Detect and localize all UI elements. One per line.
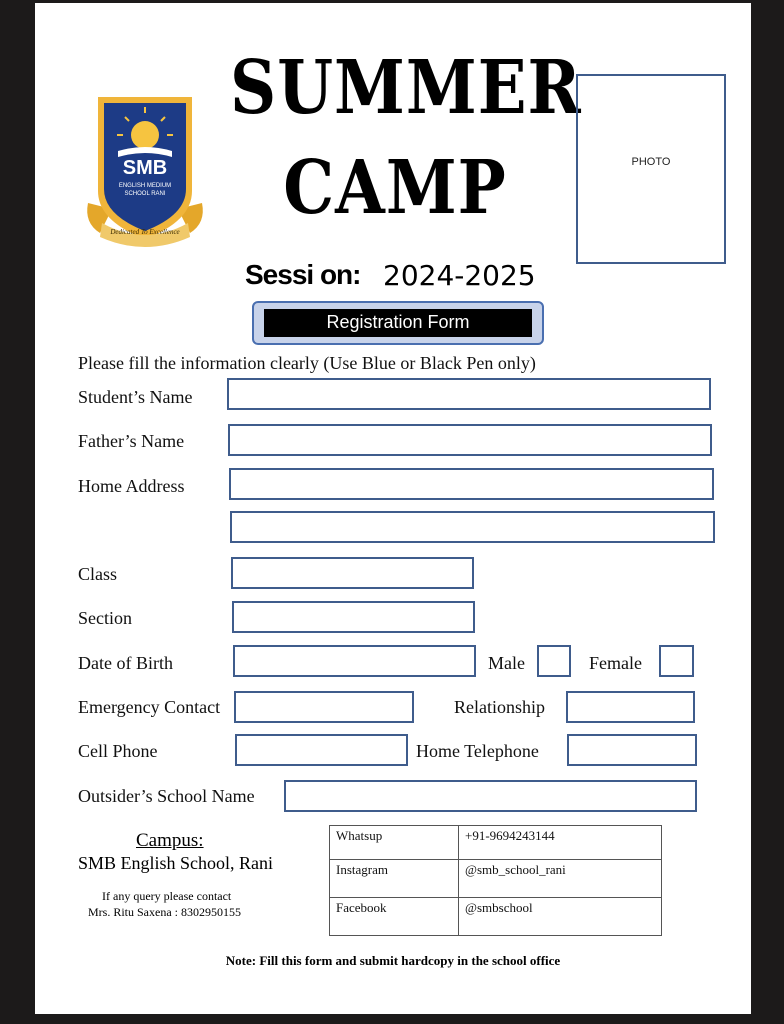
male-checkbox[interactable]	[537, 645, 571, 677]
campus-heading: Campus:	[136, 830, 204, 851]
social-platform: Facebook	[330, 898, 459, 936]
table-row	[330, 860, 662, 898]
logo-line-2: SCHOOL RANI	[124, 191, 166, 197]
session-label: Sessi on:	[245, 259, 361, 290]
social-platform: Whatsup	[330, 826, 459, 860]
table-row	[330, 898, 662, 936]
relationship-label: Relationship	[454, 697, 545, 717]
outsider-school-field[interactable]	[284, 780, 697, 812]
class-label: Class	[78, 564, 118, 584]
table-row	[330, 826, 662, 860]
logo-ribbon-text: Dedicated To Excellence	[110, 228, 180, 236]
home-telephone-field[interactable]	[567, 734, 697, 766]
student-name-label: Student’s Name	[78, 387, 193, 407]
section-field[interactable]	[232, 601, 475, 633]
title-line-1: SUMMER	[230, 45, 582, 132]
registration-form-page	[35, 3, 751, 1014]
female-label: Female	[589, 653, 642, 673]
home-address-label: Home Address	[78, 476, 185, 496]
home-address-field-2[interactable]	[230, 511, 715, 543]
dob-label: Date of Birth	[78, 653, 173, 673]
logo-line-1: ENGLISH MEDIUM	[118, 183, 172, 189]
school-logo	[82, 91, 208, 247]
cell-phone-label: Cell Phone	[78, 741, 158, 761]
social-platform: Instagram	[330, 860, 459, 898]
social-contacts-table	[329, 825, 662, 936]
class-field[interactable]	[231, 557, 474, 589]
student-name-field[interactable]	[227, 378, 711, 410]
title-line-2: CAMP	[283, 145, 507, 232]
session-value: 2024-2025	[383, 259, 536, 292]
social-value: @smbschool	[459, 898, 662, 936]
instructions-text: Please fill the information clearly (Use Blue or Black Pen only)	[78, 353, 536, 373]
registration-form-label: Registration Form	[264, 309, 532, 337]
home-address-field-1[interactable]	[229, 468, 714, 500]
relationship-field[interactable]	[566, 691, 695, 723]
male-label: Male	[488, 653, 525, 673]
outsider-school-label: Outsider’s School Name	[78, 786, 255, 806]
query-line-1: If any query please contact	[102, 889, 232, 903]
social-value: @smb_school_rani	[459, 860, 662, 898]
social-value: +91-9694243144	[459, 826, 662, 860]
photo-box[interactable]	[576, 74, 726, 264]
query-line-2: Mrs. Ritu Saxena : 8302950155	[88, 905, 241, 919]
campus-name: SMB English School, Rani	[78, 853, 274, 873]
registration-form-banner	[252, 301, 544, 345]
emergency-contact-field[interactable]	[234, 691, 414, 723]
father-name-label: Father’s Name	[78, 431, 185, 451]
emergency-contact-label: Emergency Contact	[78, 697, 221, 717]
logo-initials: SMB	[122, 157, 168, 179]
section-label: Section	[78, 608, 132, 628]
father-name-field[interactable]	[228, 424, 712, 456]
cell-phone-field[interactable]	[235, 734, 408, 766]
photo-label: PHOTO	[631, 156, 671, 168]
dob-field[interactable]	[233, 645, 476, 677]
home-telephone-label: Home Telephone	[416, 741, 539, 761]
female-checkbox[interactable]	[659, 645, 694, 677]
footer-note: Note: Fill this form and submit hardcopy in the school office	[225, 953, 561, 968]
